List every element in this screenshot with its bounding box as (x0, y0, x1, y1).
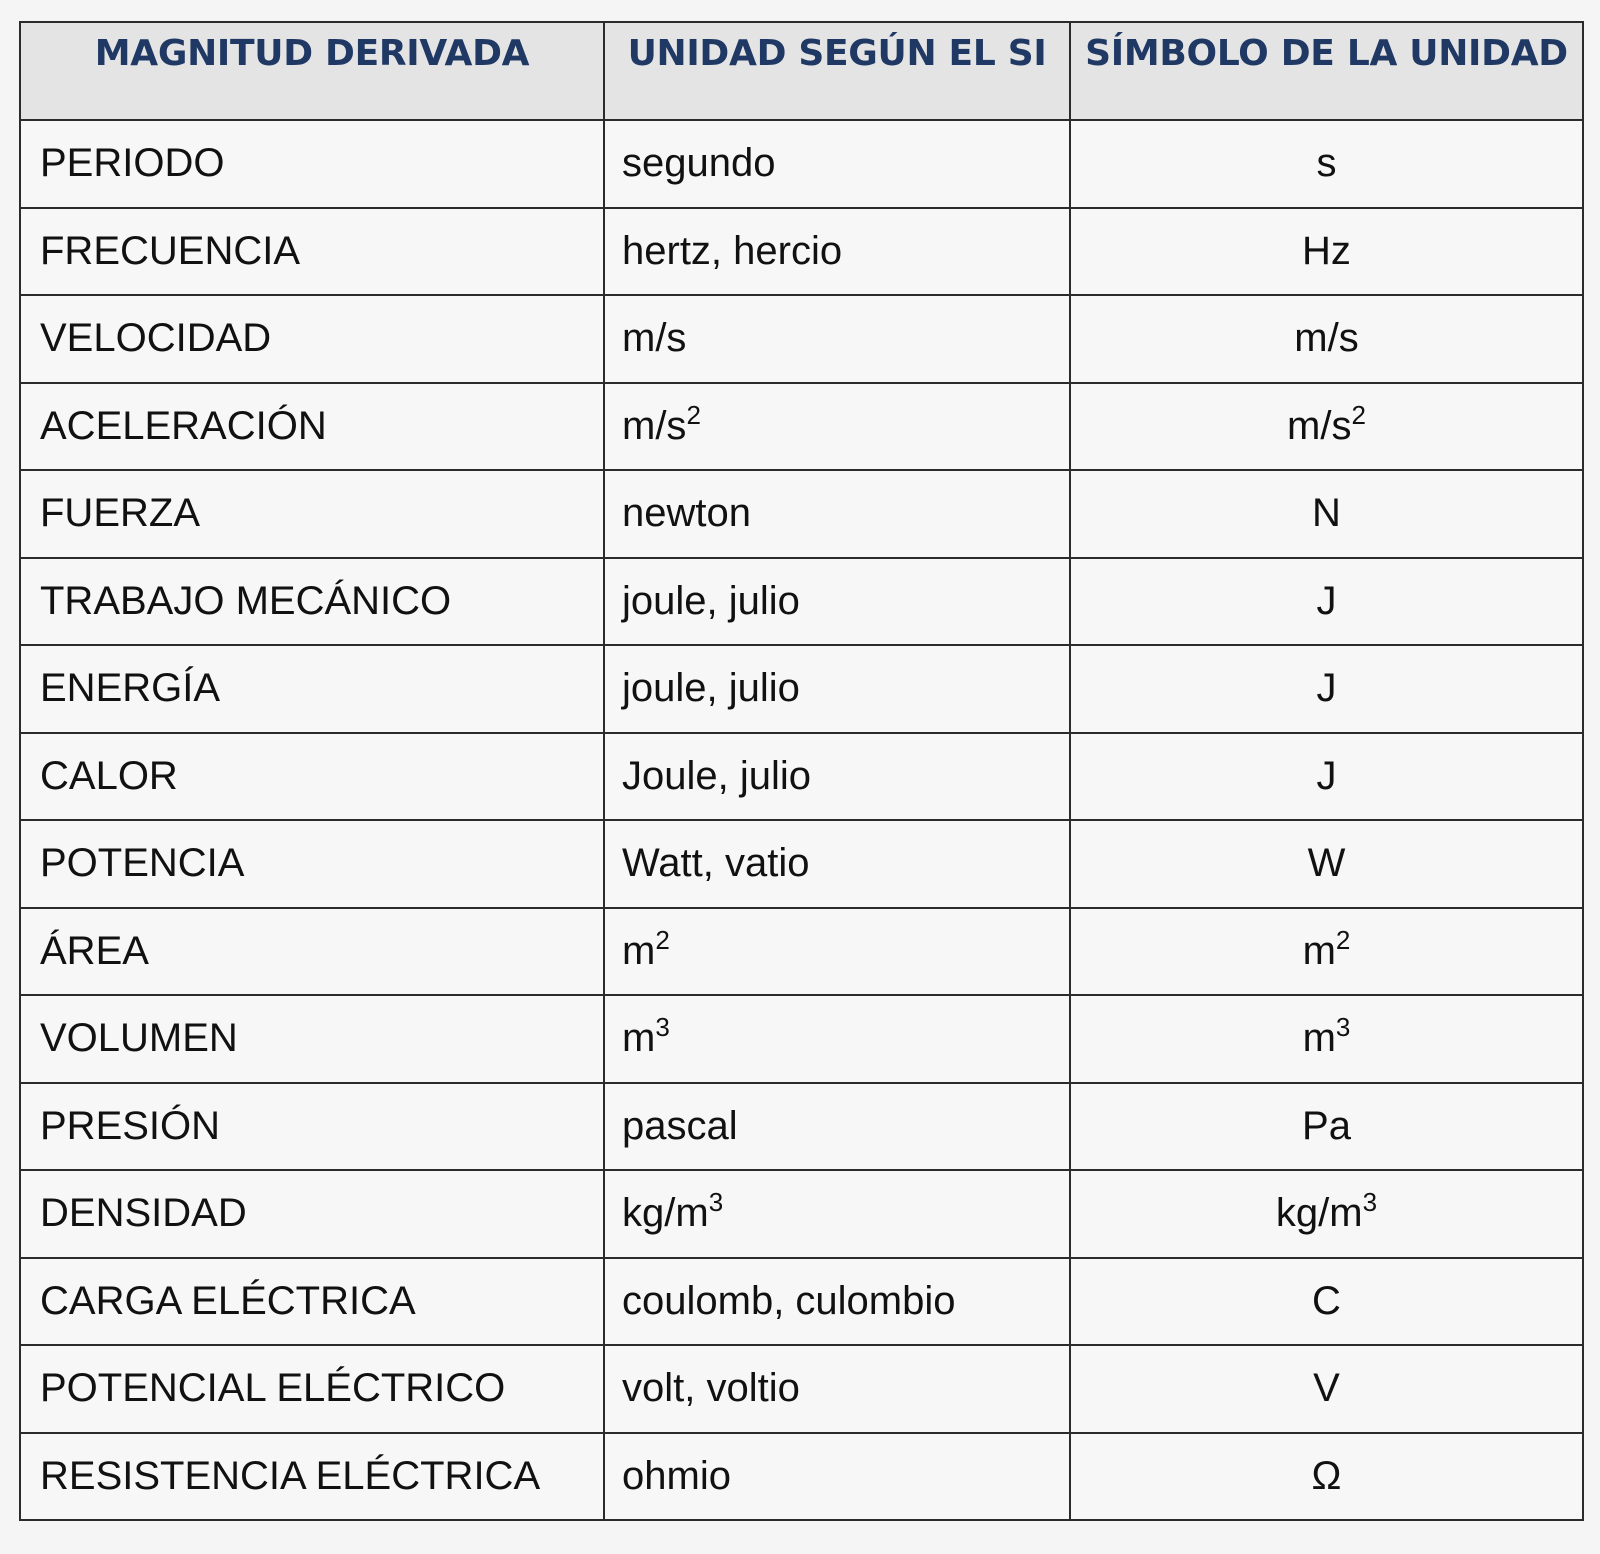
cell-unidad (604, 383, 1070, 471)
table-header-row (20, 22, 1583, 120)
cell-magnitud: ENERGÍA (20, 645, 604, 733)
simbolo-text: C (1312, 1278, 1341, 1323)
table-row (20, 208, 1583, 296)
unidad-text: Joule, julio (622, 753, 812, 798)
cell-unidad (604, 120, 1070, 208)
cell-simbolo (1070, 295, 1583, 383)
cell-magnitud: PRESIÓN (20, 1083, 604, 1171)
cell-simbolo (1070, 208, 1583, 296)
cell-magnitud: POTENCIA (20, 820, 604, 908)
cell-magnitud: DENSIDAD (20, 1170, 604, 1258)
header-simbolo: SÍMBOLO DE LA UNIDAD (1070, 22, 1583, 120)
cell-magnitud: VOLUMEN (20, 995, 604, 1083)
table-row (20, 295, 1583, 383)
cell-unidad (604, 645, 1070, 733)
simbolo-text: N (1312, 491, 1341, 536)
cell-unidad (604, 908, 1070, 996)
unidad-text: coulomb, culombio (622, 1278, 956, 1323)
cell-magnitud: TRABAJO MECÁNICO (20, 558, 604, 646)
cell-magnitud: RESISTENCIA ELÉCTRICA (20, 1433, 604, 1521)
cell-simbolo (1070, 120, 1583, 208)
unidad-exponent: 3 (708, 1187, 724, 1218)
cell-simbolo (1070, 995, 1583, 1083)
cell-magnitud: POTENCIAL ELÉCTRICO (20, 1345, 604, 1433)
table-body (20, 120, 1583, 1520)
unidad-text: joule, julio (622, 578, 800, 623)
cell-simbolo (1070, 470, 1583, 558)
unidad-text: ohmio (622, 1453, 731, 1498)
simbolo-text: m/s (1287, 403, 1352, 448)
table-row (20, 470, 1583, 558)
simbolo-text: Ω (1311, 1453, 1342, 1498)
cell-magnitud: ACELERACIÓN (20, 383, 604, 471)
simbolo-exponent: 3 (1362, 1187, 1378, 1218)
unidad-exponent: 3 (655, 1012, 670, 1043)
header-magnitud: MAGNITUD DERIVADA (20, 22, 604, 120)
unidad-text: m/s (622, 316, 687, 361)
simbolo-text: Hz (1302, 228, 1351, 273)
cell-magnitud: ÁREA (20, 908, 604, 996)
cell-unidad (604, 558, 1070, 646)
cell-unidad (604, 208, 1070, 296)
simbolo-text: Pa (1302, 1103, 1351, 1148)
cell-magnitud: VELOCIDAD (20, 295, 604, 383)
cell-simbolo (1070, 1433, 1583, 1521)
simbolo-text: m (1302, 928, 1336, 973)
simbolo-exponent: 2 (1335, 924, 1351, 955)
header-unidad: UNIDAD SEGÚN EL SI (604, 22, 1070, 120)
unidad-text: m (622, 928, 656, 973)
unidad-text: volt, voltio (622, 1366, 800, 1411)
cell-simbolo (1070, 733, 1583, 821)
cell-simbolo (1070, 1083, 1583, 1171)
table-row (20, 1345, 1583, 1433)
unidad-text: m/s (622, 403, 687, 448)
table-row (20, 908, 1583, 996)
table-row (20, 120, 1583, 208)
cell-magnitud: FUERZA (20, 470, 604, 558)
cell-unidad (604, 1345, 1070, 1433)
cell-simbolo (1070, 1345, 1583, 1433)
cell-simbolo (1070, 383, 1583, 471)
cell-simbolo (1070, 645, 1583, 733)
unidad-text: joule, julio (622, 666, 800, 711)
unidad-text: pascal (622, 1103, 738, 1148)
unidad-text: newton (622, 491, 751, 536)
simbolo-text: m/s (1294, 316, 1359, 361)
unidad-text: hertz, hercio (622, 228, 843, 273)
table-row (20, 1170, 1583, 1258)
cell-simbolo (1070, 558, 1583, 646)
cell-unidad (604, 995, 1070, 1083)
table-row (20, 1433, 1583, 1521)
table-row (20, 558, 1583, 646)
unidad-text: kg/m (622, 1191, 709, 1236)
simbolo-text: s (1316, 141, 1337, 186)
cell-unidad (604, 1258, 1070, 1346)
simbolo-exponent: 2 (1351, 399, 1366, 430)
simbolo-text: V (1313, 1366, 1340, 1411)
cell-simbolo (1070, 820, 1583, 908)
simbolo-exponent: 3 (1335, 1012, 1351, 1043)
table-row (20, 733, 1583, 821)
simbolo-text: m (1302, 1016, 1336, 1061)
table-row (20, 995, 1583, 1083)
cell-magnitud: FRECUENCIA (20, 208, 604, 296)
cell-magnitud: CALOR (20, 733, 604, 821)
unidad-exponent: 2 (686, 399, 701, 430)
table-row (20, 820, 1583, 908)
cell-unidad (604, 295, 1070, 383)
table-row (20, 1083, 1583, 1171)
cell-simbolo (1070, 1170, 1583, 1258)
simbolo-text: J (1316, 753, 1337, 798)
cell-unidad (604, 1083, 1070, 1171)
simbolo-text: W (1307, 841, 1346, 886)
si-derived-units-table (19, 21, 1584, 1521)
cell-unidad (604, 733, 1070, 821)
cell-unidad (604, 1170, 1070, 1258)
cell-unidad (604, 1433, 1070, 1521)
table-row (20, 1258, 1583, 1346)
simbolo-text: J (1316, 578, 1337, 623)
unidad-text: Watt, vatio (622, 841, 810, 886)
table-row (20, 383, 1583, 471)
unidad-exponent: 2 (655, 924, 670, 955)
table-row (20, 645, 1583, 733)
cell-simbolo (1070, 908, 1583, 996)
unidad-text: segundo (622, 141, 776, 186)
unidad-text: m (622, 1016, 656, 1061)
cell-unidad (604, 470, 1070, 558)
cell-simbolo (1070, 1258, 1583, 1346)
cell-unidad (604, 820, 1070, 908)
simbolo-text: kg/m (1275, 1191, 1363, 1236)
simbolo-text: J (1316, 666, 1337, 711)
cell-magnitud: PERIODO (20, 120, 604, 208)
cell-magnitud: CARGA ELÉCTRICA (20, 1258, 604, 1346)
